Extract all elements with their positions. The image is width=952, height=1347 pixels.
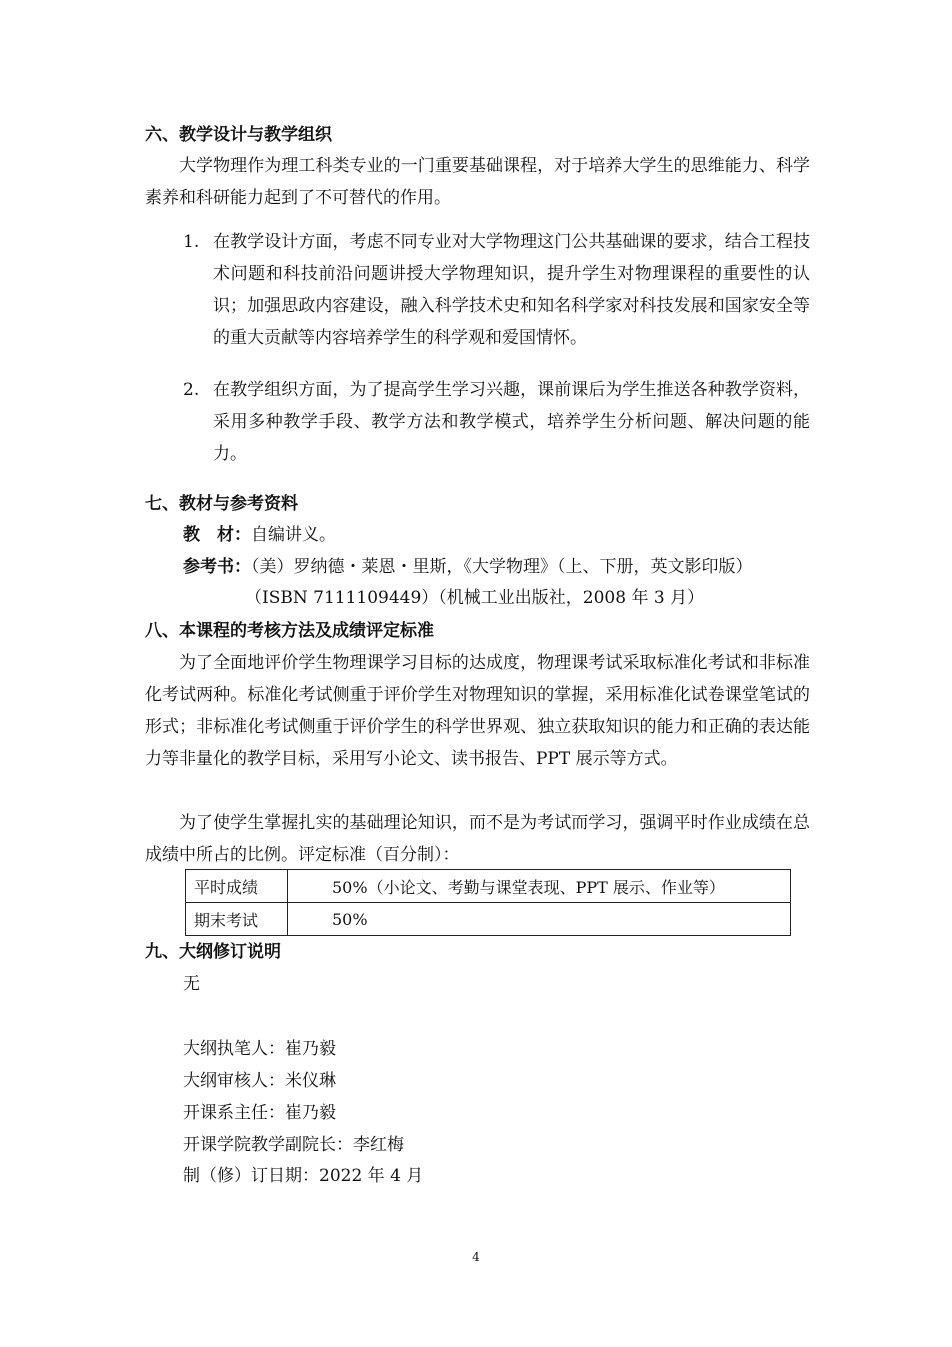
section9-heading: 九、大纲修订说明 bbox=[145, 942, 281, 962]
signature-line: 制（修）订日期：2022 年 4 月 bbox=[183, 1166, 424, 1186]
textbook-label: 教 材： bbox=[183, 525, 251, 545]
section6-intro: 大学物理作为理工科类专业的一门重要基础课程，对于培养大学生的思维能力、科学素养和科研能力起到了不可替代的作用。 bbox=[145, 156, 810, 208]
table-row bbox=[186, 903, 791, 936]
textbook-value: 自编讲义。 bbox=[251, 525, 336, 545]
list-item-text: 在教学组织方面，为了提高学生学习兴趣，课前课后为学生推送各种教学资料，采用多种教学手段、教学方法和教学模式，培养学生分析问题、解决问题的能力。 bbox=[213, 380, 810, 464]
table-row bbox=[186, 870, 791, 903]
list-item-text: 在教学设计方面，考虑不同专业对大学物理这门公共基础课的要求，结合工程技术问题和科技前沿问题讲授大学物理知识，提升学生对物理课程的重要性的认识；加强思政内容建设，融入科学技术史和知名科学家对科技发展和国家安全等的重大贡献等内容培养学生的科学观和爱国情怀。 bbox=[213, 232, 810, 348]
section8-heading: 八、本课程的考核方法及成绩评定标准 bbox=[145, 621, 434, 641]
table-cell-label: 平时成绩 bbox=[186, 870, 288, 903]
reference-value-continued: （ISBN 7111109449）（机械工业出版社，2008 年 3 月） bbox=[245, 588, 705, 608]
table-cell-label: 期末考试 bbox=[186, 903, 288, 936]
section8-para2: 为了使学生掌握扎实的基础理论知识，而不是为考试而学习，强调平时作业成绩在总成绩中所占的比例。评定标准（百分制）： bbox=[145, 813, 810, 865]
section8-para1: 为了全面地评价学生物理课学习目标的达成度，物理课考试采取标准化考试和非标准化考试两种。标准化考试侧重于评价学生对物理知识的掌握，采用标准化试卷课堂笔试的形式；非标准化考试侧重于评价学生的科学世界观、独立获取知识的能力和正确的表达能力等非量化的教学目标，采用写小论文、读书报告、PPT 展示等方式。 bbox=[145, 653, 810, 769]
signature-line: 开课系主任：崔乃毅 bbox=[183, 1103, 336, 1123]
list-item bbox=[183, 374, 810, 470]
page-number: 4 bbox=[472, 1250, 480, 1264]
section9-content: 无 bbox=[183, 974, 200, 994]
grading-table bbox=[185, 869, 791, 936]
textbook-line bbox=[183, 521, 336, 549]
signature-line: 大纲执笔人：崔乃毅 bbox=[183, 1039, 336, 1059]
list-item bbox=[183, 226, 810, 354]
table-cell-value: 50% bbox=[288, 903, 791, 936]
reference-value: （美）罗纳德・莱恩・里斯，《大学物理》（上、下册，英文影印版） bbox=[251, 557, 753, 577]
list-item-number: 1. bbox=[183, 232, 200, 252]
reference-label: 参考书： bbox=[183, 557, 251, 577]
reference-line bbox=[183, 553, 753, 581]
signature-line: 大纲审核人：米仪琳 bbox=[183, 1071, 336, 1091]
list-item-number: 2. bbox=[183, 380, 200, 400]
section6-heading: 六、教学设计与教学组织 bbox=[145, 125, 332, 145]
section7-heading: 七、教材与参考资料 bbox=[145, 494, 298, 514]
signature-line: 开课学院教学副院长：李红梅 bbox=[183, 1135, 404, 1155]
table-cell-value: 50%（小论文、考勤与课堂表现、PPT 展示、作业等） bbox=[288, 870, 791, 903]
